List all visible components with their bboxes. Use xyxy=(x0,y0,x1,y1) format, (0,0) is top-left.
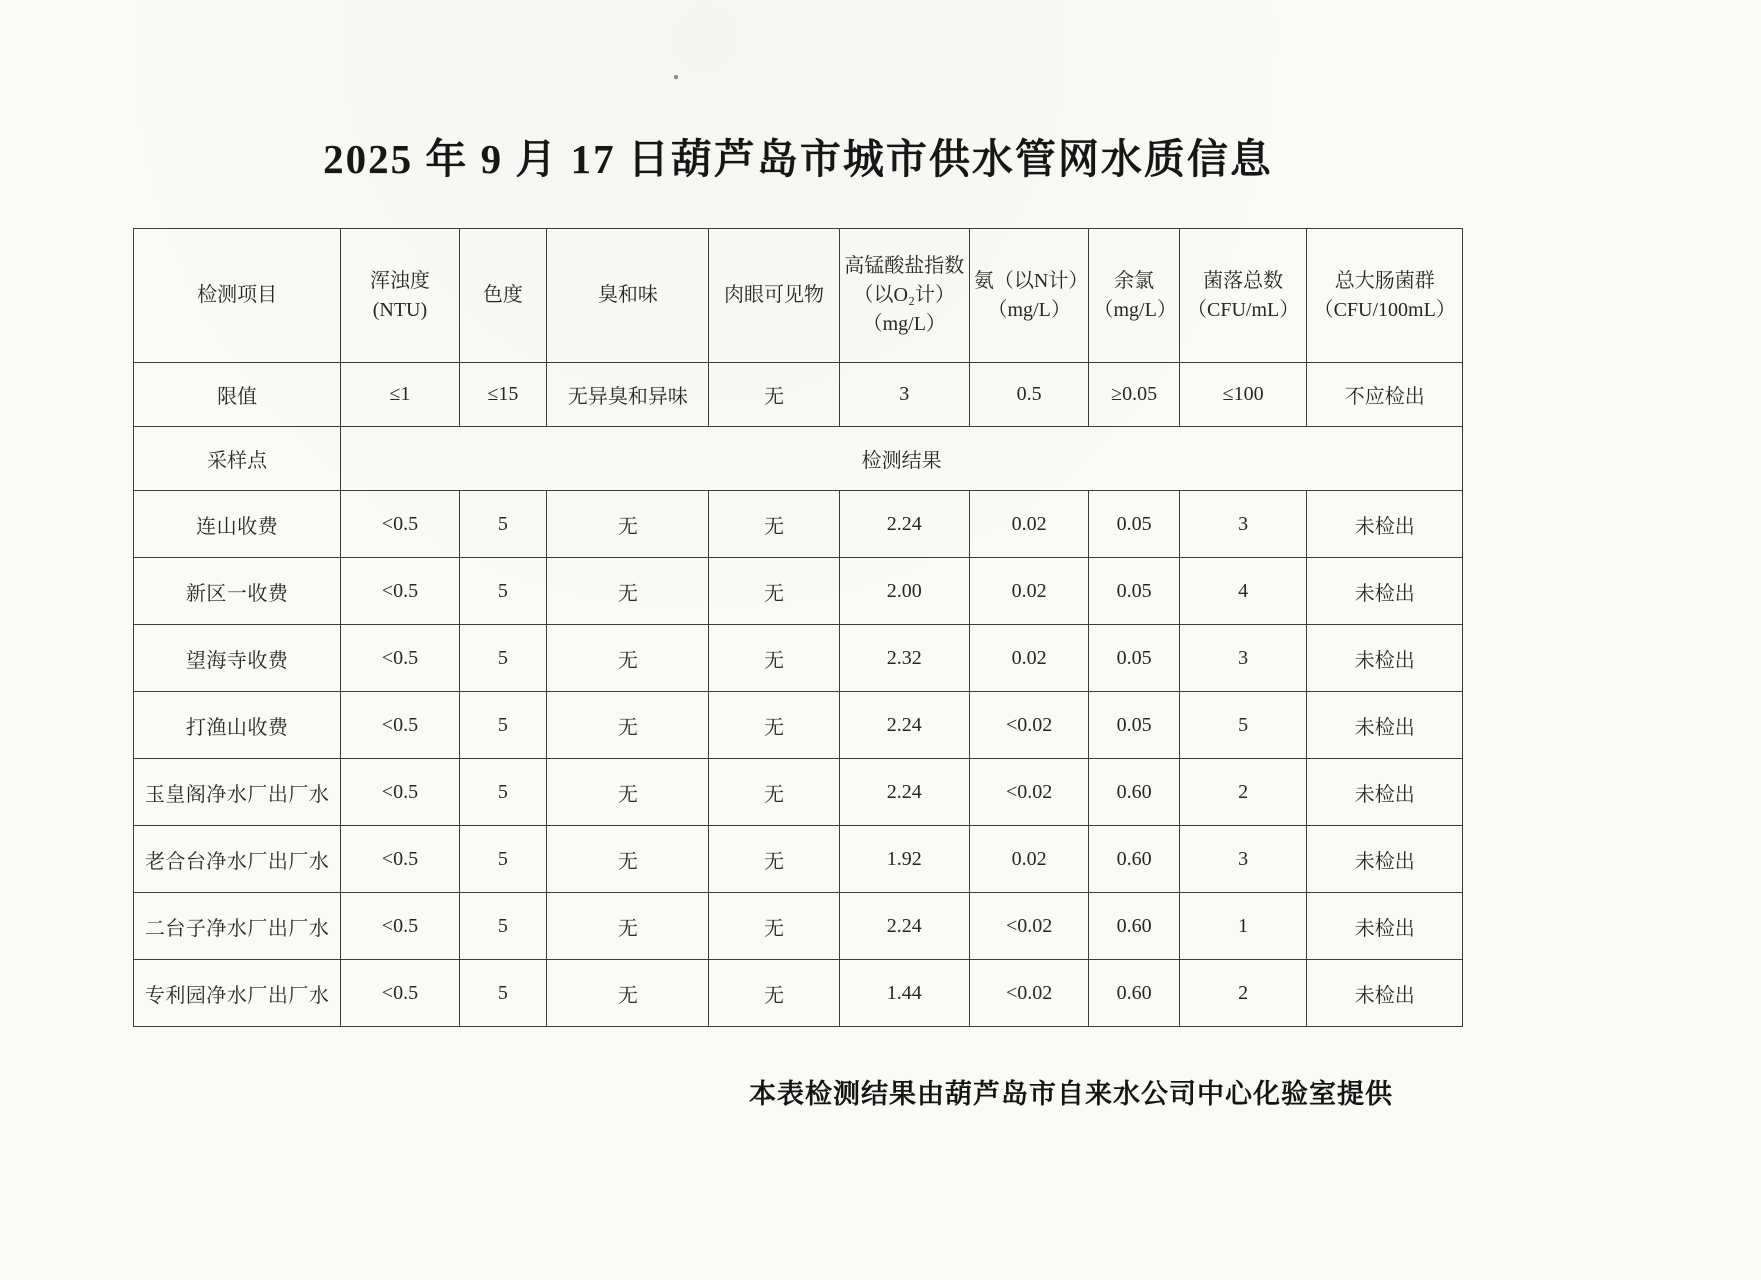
result-value-cell: 3 xyxy=(1179,491,1307,558)
column-header-sublabel: （以O₂计） xyxy=(853,284,955,306)
result-value-cell: <0.5 xyxy=(341,826,459,893)
result-value-cell: 0.02 xyxy=(969,625,1089,692)
column-header-unit: （mg/L） xyxy=(1093,298,1177,321)
column-header-permanganate xyxy=(839,229,969,363)
result-value-cell: 5 xyxy=(459,625,547,692)
limit-value-cell: ≥0.05 xyxy=(1089,363,1179,427)
table-header-row xyxy=(134,229,1463,363)
column-header-label: 总大肠菌群 xyxy=(1334,269,1435,292)
result-value-cell: 5 xyxy=(459,491,547,558)
result-value-cell: 无 xyxy=(547,826,709,893)
result-value-cell: 无 xyxy=(709,759,839,826)
result-value-cell: 0.05 xyxy=(1089,625,1179,692)
result-value-cell: 2.24 xyxy=(839,893,969,960)
sampling-site-label: 玉皇阁净水厂出厂水 xyxy=(134,759,341,826)
result-value-cell: 1.92 xyxy=(839,826,969,893)
column-header-label: 色度 xyxy=(482,284,523,306)
result-value-cell: 未检出 xyxy=(1307,893,1463,960)
column-header-item xyxy=(134,229,341,363)
limit-value-cell: ≤100 xyxy=(1179,363,1307,427)
scan-speck xyxy=(674,75,678,79)
result-value-cell: 无 xyxy=(547,960,709,1027)
column-header-residual-chlorine xyxy=(1089,229,1179,363)
result-value-cell: 2.24 xyxy=(839,491,969,558)
result-value-cell: 0.60 xyxy=(1089,893,1179,960)
result-value-cell: 未检出 xyxy=(1307,692,1463,759)
result-value-cell: 未检出 xyxy=(1307,558,1463,625)
water-quality-table xyxy=(133,228,1463,1027)
result-value-cell: 5 xyxy=(459,893,547,960)
result-value-cell: 2.32 xyxy=(839,625,969,692)
result-value-cell: <0.02 xyxy=(969,692,1089,759)
sampling-site-label: 打渔山收费 xyxy=(134,692,341,759)
column-header-ammonia xyxy=(969,229,1089,363)
result-value-cell: 无 xyxy=(709,960,839,1027)
table-row xyxy=(134,893,1463,960)
result-value-cell: 无 xyxy=(709,558,839,625)
column-header-label: 检测项目 xyxy=(197,284,278,306)
result-value-cell: <0.02 xyxy=(969,893,1089,960)
result-value-cell: 无 xyxy=(547,491,709,558)
result-value-cell: 无 xyxy=(709,826,839,893)
sampling-site-label: 新区一收费 xyxy=(134,558,341,625)
result-value-cell: 5 xyxy=(459,759,547,826)
limit-row xyxy=(134,363,1463,427)
result-value-cell: 2.24 xyxy=(839,759,969,826)
result-value-cell: 1 xyxy=(1179,893,1307,960)
result-value-cell: <0.5 xyxy=(341,759,459,826)
result-value-cell: <0.5 xyxy=(341,960,459,1027)
column-header-unit: （mg/L） xyxy=(987,298,1071,321)
table-row xyxy=(134,625,1463,692)
column-header-label: 肉眼可见物 xyxy=(724,284,825,306)
result-value-cell: <0.5 xyxy=(341,558,459,625)
result-value-cell: 0.05 xyxy=(1089,558,1179,625)
table-row xyxy=(134,692,1463,759)
result-value-cell: 0.02 xyxy=(969,491,1089,558)
table-row xyxy=(134,759,1463,826)
table-row xyxy=(134,960,1463,1027)
column-header-colony-count xyxy=(1179,229,1307,363)
table-row xyxy=(134,558,1463,625)
result-value-cell: 4 xyxy=(1179,558,1307,625)
result-value-cell: 2 xyxy=(1179,960,1307,1027)
column-header-unit: （CFU/100mL） xyxy=(1313,298,1456,321)
column-header-coliform xyxy=(1307,229,1463,363)
sampling-point-label: 采样点 xyxy=(134,427,341,491)
result-value-cell: 0.60 xyxy=(1089,759,1179,826)
result-value-cell: 0.02 xyxy=(969,558,1089,625)
result-value-cell: 0.02 xyxy=(969,826,1089,893)
result-value-cell: 无 xyxy=(709,692,839,759)
test-result-label: 检测结果 xyxy=(341,427,1463,491)
limit-value-cell: 无异臭和异味 xyxy=(547,363,709,427)
footer-note: 本表检测结果由葫芦岛市自来水公司中心化验室提供 xyxy=(749,1079,1393,1109)
result-value-cell: 5 xyxy=(459,960,547,1027)
result-value-cell: <0.5 xyxy=(341,491,459,558)
sampling-site-label: 专利园净水厂出厂水 xyxy=(134,960,341,1027)
result-value-cell: 5 xyxy=(459,692,547,759)
result-value-cell: 3 xyxy=(1179,826,1307,893)
result-value-cell: <0.02 xyxy=(969,960,1089,1027)
limit-value-cell: ≤1 xyxy=(341,363,459,427)
result-value-cell: 无 xyxy=(547,558,709,625)
column-header-unit: （mg/L） xyxy=(862,313,946,335)
column-header-label: 臭和味 xyxy=(597,284,658,306)
limit-value-cell: 不应检出 xyxy=(1307,363,1463,427)
limit-row-label: 限值 xyxy=(134,363,341,427)
column-header-label: 余氯 xyxy=(1114,269,1155,292)
result-value-cell: <0.02 xyxy=(969,759,1089,826)
result-value-cell: 无 xyxy=(547,893,709,960)
limit-value-cell: 3 xyxy=(839,363,969,427)
result-value-cell: <0.5 xyxy=(341,692,459,759)
limit-value-cell: ≤15 xyxy=(459,363,547,427)
column-header-odor xyxy=(547,229,709,363)
column-header-label: 菌落总数 xyxy=(1203,269,1284,292)
table-row xyxy=(134,826,1463,893)
result-value-cell: <0.5 xyxy=(341,893,459,960)
result-value-cell: 1.44 xyxy=(839,960,969,1027)
result-value-cell: 5 xyxy=(459,558,547,625)
column-header-label: 氨（以N计） xyxy=(973,269,1089,292)
table-row xyxy=(134,491,1463,558)
result-value-cell: 无 xyxy=(709,491,839,558)
column-header-label: 高锰酸盐指数 xyxy=(844,255,965,277)
result-value-cell: 0.05 xyxy=(1089,491,1179,558)
table-body xyxy=(134,491,1463,1027)
result-value-cell: 0.05 xyxy=(1089,692,1179,759)
sampling-site-label: 望海寺收费 xyxy=(134,625,341,692)
column-header-turbidity xyxy=(341,229,459,363)
page-title: 2025 年 9 月 17 日葫芦岛市城市供水管网水质信息 xyxy=(323,136,1273,182)
result-value-cell: 无 xyxy=(547,625,709,692)
result-value-cell: 3 xyxy=(1179,625,1307,692)
result-value-cell: 未检出 xyxy=(1307,625,1463,692)
result-value-cell: 0.60 xyxy=(1089,826,1179,893)
limit-value-cell: 无 xyxy=(709,363,839,427)
result-value-cell: 无 xyxy=(547,759,709,826)
column-header-unit: （CFU/mL） xyxy=(1187,298,1300,321)
result-value-cell: <0.5 xyxy=(341,625,459,692)
sampling-point-row xyxy=(134,427,1463,491)
column-header-label: 浑浊度(NTU) xyxy=(369,269,430,321)
result-value-cell: 未检出 xyxy=(1307,826,1463,893)
result-value-cell: 5 xyxy=(1179,692,1307,759)
sampling-site-label: 二台子净水厂出厂水 xyxy=(134,893,341,960)
result-value-cell: 2.00 xyxy=(839,558,969,625)
result-value-cell: 未检出 xyxy=(1307,491,1463,558)
result-value-cell: 无 xyxy=(709,893,839,960)
sampling-site-label: 连山收费 xyxy=(134,491,341,558)
result-value-cell: 无 xyxy=(547,692,709,759)
limit-value-cell: 0.5 xyxy=(969,363,1089,427)
result-value-cell: 2.24 xyxy=(839,692,969,759)
result-value-cell: 无 xyxy=(709,625,839,692)
result-value-cell: 5 xyxy=(459,826,547,893)
sampling-site-label: 老合台净水厂出厂水 xyxy=(134,826,341,893)
result-value-cell: 未检出 xyxy=(1307,759,1463,826)
result-value-cell: 0.60 xyxy=(1089,960,1179,1027)
column-header-visible-matter xyxy=(709,229,839,363)
result-value-cell: 未检出 xyxy=(1307,960,1463,1027)
result-value-cell: 2 xyxy=(1179,759,1307,826)
column-header-color xyxy=(459,229,547,363)
